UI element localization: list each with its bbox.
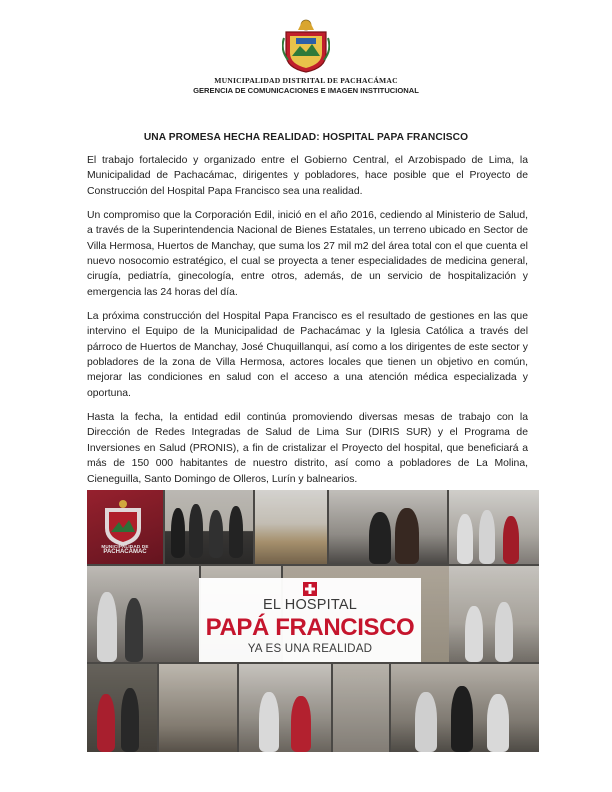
collage-logo-line2: PACHACÁMAC (103, 549, 147, 555)
collage-photo (391, 664, 539, 752)
collage-photo (329, 490, 447, 564)
collage-logo-line1: MUNICIPALIDAD DE (101, 544, 149, 549)
collage-photo (449, 566, 539, 662)
paragraph-1: El trabajo fortalecido y organizado entre el Gobierno Central, el Arzobispado de Lima, la Municipalidad de Pachacámac, dirigentes y pobladores, hace posible que el Proyecto de Construcción del Hospital Papa Francisco sea una realidad. (87, 155, 528, 197)
collage-photo (449, 490, 539, 564)
collage-logo-tile (87, 490, 163, 564)
collage-photo (239, 664, 331, 752)
collage-photo (87, 566, 199, 662)
article-title: UNA PROMESA HECHA REALIDAD: HOSPITAL PAPA FRANCISCO (143, 132, 469, 143)
paragraph-2: Un compromiso que la Corporación Edil, inició en el año 2016, cediendo al Ministerio de Salud, a través de la Superintendencia Nacional de Bienes Estatales, un terreno ubicado en Sector de Villa Hermosa, Huertos de Manchay, que suma los 27 mil m2 del área total con el que cuenta el nuevo nosocomio estratégico, el cual se proyecta a tener especialidades de medicina general, cirugía, pediatría, ginecología, entre otros, además, de un servicio de hospitalización y emergencia las 24 horas del día. (87, 209, 528, 298)
collage-photo (333, 664, 389, 752)
banner-line-2: PAPÁ FRANCISCO (205, 614, 415, 641)
banner-line-3: YA ES UNA REALIDAD (247, 642, 373, 655)
hospital-icon (302, 581, 318, 597)
municipal-crest-icon (282, 16, 330, 74)
hospital-banner (199, 578, 421, 662)
department-name: GERENCIA DE COMUNICACIONES E IMAGEN INSTITUCIONAL (193, 86, 419, 95)
collage-photo (87, 664, 157, 752)
municipal-logo-icon (97, 498, 149, 548)
banner-line-1: EL HOSPITAL (262, 597, 358, 613)
collage-photo (165, 490, 253, 564)
collage-photo (255, 490, 327, 564)
collage-photo (159, 664, 237, 752)
paragraph-4: Hasta la fecha, la entidad edil continúa promoviendo diversas mesas de trabajo con la Dirección de Redes Integradas de Salud de Lima Sur (DIRIS SUR) y el Programa de Inversiones en Salud (PRONIS), a fin de cristalizar el Proyecto del hospital, que beneficiará a más de 150 000 habitantes de nuestro distrito, así como a pobladores de La Molina, Cieneguilla, Santo Domingo de Olleros, Lurín y balnearios. (87, 411, 528, 485)
paragraph-3: La próxima construcción del Hospital Papa Francisco es el resultado de gestiones en las que intervino el Equipo de la Municipalidad de Pachacámac y la Iglesia Católica a través del párroco de Huertos de Manchay, José Chuquillanqui, así como a los dirigentes de este sector y pobladores de la zona de Villa Hermosa, actores locales que tienen un objetivo en común, mejorar las condiciones en salud con el acceso a una atención médica especializada y oportuna. (87, 310, 528, 399)
article-body (87, 153, 528, 496)
organization-name: MUNICIPALIDAD DISTRITAL DE PACHACÁMAC (214, 76, 398, 85)
